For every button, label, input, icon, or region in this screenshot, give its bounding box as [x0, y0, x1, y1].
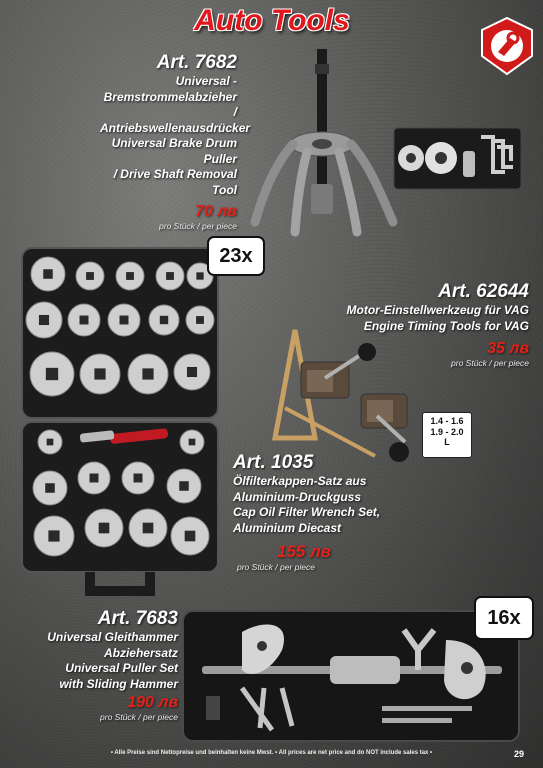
filter-cap-square — [185, 531, 196, 542]
filter-cap-square — [80, 316, 89, 325]
description-line: Engine Timing Tools for VAG — [363, 318, 529, 333]
filter-cap-square — [196, 272, 203, 279]
product-7682 — [100, 52, 251, 231]
filter-cap-square — [48, 530, 59, 541]
filter-cap-square — [179, 481, 189, 491]
filter-cap-square — [99, 523, 110, 534]
description-line: Motor-Einstellwerkzeug für VAG — [346, 303, 529, 317]
article-number: Art. 62644 — [438, 281, 529, 302]
puller-kit-case-image — [393, 127, 522, 190]
filter-cap-square — [47, 439, 54, 446]
page-title: Auto Tools — [194, 4, 350, 37]
description-line: Universal - — [175, 74, 237, 88]
description-line: / Drive Shaft Removal Tool — [113, 167, 237, 197]
filter-cap-square — [126, 272, 134, 280]
price: 155 лв — [277, 542, 331, 561]
price: 190 лв — [127, 694, 178, 711]
per-piece-label: pro Stück / per piece — [451, 358, 529, 368]
filter-cap-square — [45, 483, 55, 493]
description-line: Aluminium-Druckguss — [233, 489, 362, 504]
filter-cap-square — [189, 439, 196, 446]
brake-drum-puller-image — [245, 44, 410, 244]
filter-cap-square — [196, 316, 204, 324]
engine-timing-tools-image — [265, 318, 420, 468]
description-line: Bremstrommelabzieher / — [103, 89, 237, 119]
filter-cap-square — [134, 474, 143, 483]
description-line: Aluminium Diecast — [233, 520, 342, 535]
per-piece-label: pro Stück / per piece — [159, 221, 237, 231]
description-line: with Sliding Hammer — [59, 676, 178, 691]
filter-cap-square — [39, 315, 49, 325]
description-line: Cap Oil Filter Wrench Set, — [233, 505, 381, 519]
article-number: Art. 1035 — [233, 452, 314, 473]
per-piece-label: pro Stück / per piece — [100, 712, 178, 722]
description-line: Universal Puller Set — [65, 661, 178, 675]
oil-filter-wrench-case-image — [20, 246, 220, 601]
sliding-hammer-puller-case-image — [182, 610, 520, 742]
price-disclaimer: • Alle Preise sind Nettopreise und beinhalten keine Mwst. • All prices are net price and do NOT include sales tax • — [110, 750, 433, 756]
description-line: Universal Brake Drum Puller — [111, 136, 237, 166]
size-line: L — [444, 437, 450, 447]
filter-cap-square — [43, 269, 53, 279]
article-number: Art. 7683 — [97, 608, 178, 629]
per-piece-label: pro Stück / per piece — [237, 562, 315, 572]
filter-cap-square — [94, 368, 105, 379]
size-line: 1.9 - 2.0 — [430, 426, 464, 437]
article-number: Art. 7682 — [156, 52, 237, 73]
brand-logo — [480, 16, 534, 76]
filter-cap-square — [86, 272, 94, 280]
filter-cap-square — [46, 368, 58, 380]
description-line: Ölfilterkappen-Satz aus — [233, 474, 367, 488]
filter-cap-square — [160, 316, 168, 324]
product-7683 — [30, 608, 178, 722]
filter-cap-square — [143, 523, 154, 534]
quantity-badge: 23x — [207, 236, 265, 276]
product-1035 — [233, 452, 413, 572]
filter-cap-square — [120, 316, 129, 325]
engine-size-label — [422, 412, 472, 458]
filter-cap-square — [187, 367, 197, 377]
filter-cap-square — [90, 474, 99, 483]
description-line: Universal Gleithammer — [47, 630, 178, 644]
filter-cap-square — [166, 272, 174, 280]
page-number: 29 — [514, 749, 525, 759]
size-line: 1.4 - 1.6 — [430, 416, 464, 426]
description-line: Abziehersatz — [103, 645, 178, 660]
price: 70 лв — [195, 203, 237, 220]
description-line: Antriebswellenausdrücker — [100, 120, 251, 135]
quantity-badge: 16x — [474, 596, 534, 640]
price: 35 лв — [487, 340, 529, 357]
filter-cap-square — [142, 368, 153, 379]
